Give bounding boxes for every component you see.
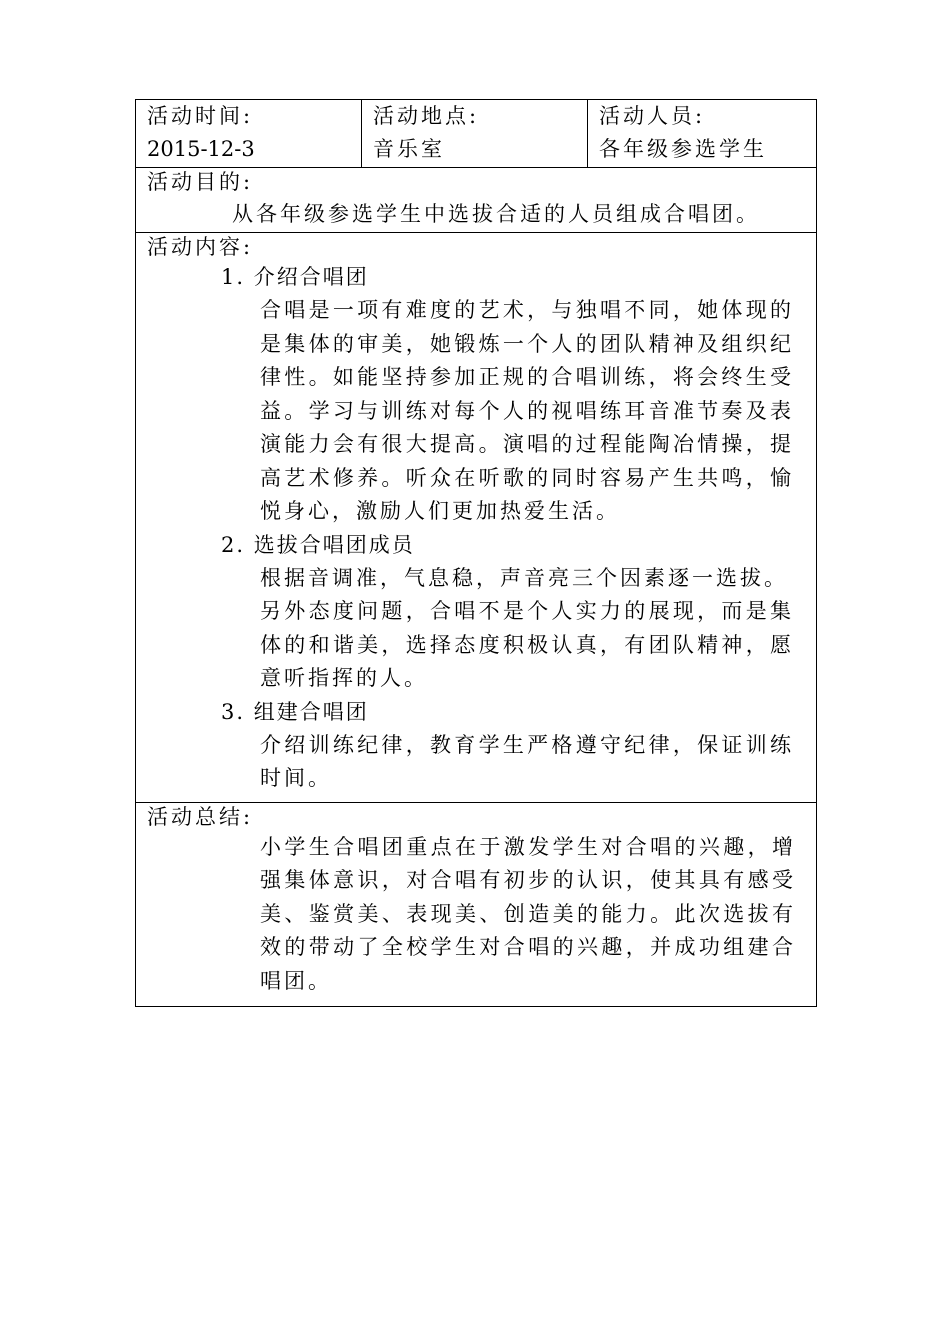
- purpose-text: 从各年级参选学生中选拔合适的人员组成合唱团。: [232, 202, 760, 226]
- content-item-title: 2. 选拔合唱团成员: [221, 532, 415, 557]
- content-item-paragraph: 根据音调准，气息稳，声音亮三个因素逐一选拔。: [260, 565, 788, 590]
- time-cell: [136, 100, 361, 167]
- purpose-label: 活动目的:: [147, 170, 254, 194]
- place-cell: [361, 100, 587, 167]
- time-label: 活动时间:: [147, 104, 254, 128]
- people-label: 活动人员:: [599, 104, 706, 128]
- purpose-section: [136, 167, 816, 232]
- content-item-paragraph: 另外态度问题，合唱不是个人实力的展现，而是集体的和谐美，选择态度积极认真，有团队精神，愿意听指挥的人。: [260, 599, 794, 690]
- content-item-title: 3. 组建合唱团: [221, 699, 369, 724]
- summary-section: [136, 802, 816, 1007]
- content-label: 活动内容:: [147, 235, 254, 259]
- time-value: 2015-12-3: [147, 137, 255, 161]
- info-row: [136, 100, 816, 167]
- summary-label: 活动总结:: [147, 804, 254, 829]
- place-label: 活动地点:: [373, 104, 480, 128]
- content-item-title: 1. 介绍合唱团: [221, 265, 369, 289]
- content-item-paragraph: 合唱是一项有难度的艺术，与独唱不同，她体现的是集体的审美，她锻炼一个人的团队精神及组织纪律性。如能坚持参加正规的合唱训练，将会终生受益。学习与训练对每个人的视唱练耳音准节奏及表演能力会有很大提高。演唱的过程能陶冶情操，提高艺术修养。听众在听歌的同时容易产生共鸣，愉悦身心，激励人们更加热爱生活。: [260, 298, 794, 523]
- people-cell: [587, 100, 816, 167]
- content-item-intro: [221, 261, 816, 529]
- content-item-selection: [221, 529, 816, 696]
- place-value: 音乐室: [373, 137, 445, 161]
- activity-record-table: [135, 99, 817, 1007]
- content-item-build: [221, 696, 816, 796]
- summary-text: 小学生合唱团重点在于激发学生对合唱的兴趣，增强集体意识，对合唱有初步的认识，使其具有感受美、鉴赏美、表现美、创造美的能力。此次选拔有效的带动了全校学生对合唱的兴趣，并成功组建合唱团。: [260, 834, 796, 993]
- content-section: [136, 232, 816, 802]
- content-item-paragraph: 介绍训练纪律，教育学生严格遵守纪律，保证训练时间。: [260, 732, 794, 790]
- people-value: 各年级参选学生: [599, 137, 767, 161]
